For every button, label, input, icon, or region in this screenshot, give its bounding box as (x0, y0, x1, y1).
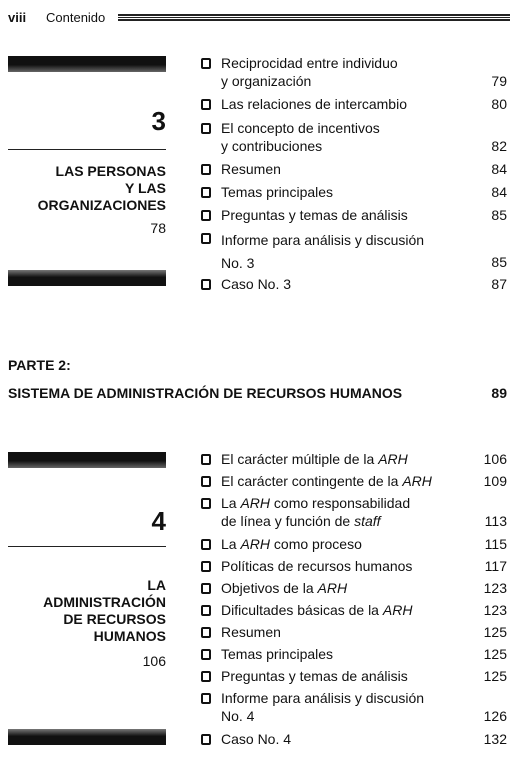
bullet-box-icon (201, 233, 211, 244)
bullet-box-icon (201, 583, 211, 594)
chapter4-top-bar (8, 452, 166, 468)
bullet-box-icon (201, 454, 211, 465)
entry-line: Las relaciones de intercambio (221, 96, 407, 112)
toc-entry[interactable] (201, 472, 507, 490)
toc-entry[interactable] (201, 275, 507, 293)
entry-page: 132 (483, 731, 507, 747)
entry-line: El carácter contingente de la ARH (221, 473, 432, 489)
entry-line: y organización (221, 73, 312, 89)
bullet-box-icon (201, 187, 211, 198)
toc-entry[interactable] (201, 450, 507, 468)
bullet-box-icon (201, 99, 211, 110)
entry-line: Temas principales (221, 184, 334, 200)
part-page: 89 (491, 385, 507, 401)
entry-line: Reciprocidad entre individuo (221, 55, 398, 71)
entry-page: 125 (483, 668, 507, 684)
entry-line: No. 4 (221, 708, 255, 724)
entry-page: 117 (484, 558, 507, 574)
chapter3-bottom-bar (8, 270, 166, 286)
chapter4-title-line: ADMINISTRACIÓN (43, 594, 166, 610)
toc-entry[interactable] (201, 601, 507, 619)
entry-line: Preguntas y temas de análisis (221, 207, 408, 223)
entry-page: 85 (491, 254, 507, 270)
running-title: Contenido (46, 10, 106, 25)
entry-line: Caso No. 4 (221, 731, 292, 747)
bullet-box-icon (201, 123, 211, 134)
chapter3-title-line: LAS PERSONAS (55, 163, 166, 179)
entry-page: 125 (483, 646, 507, 662)
entry-page: 126 (483, 708, 507, 724)
part-title[interactable]: SISTEMA DE ADMINISTRACIÓN DE RECURSOS HUMANOS (8, 385, 403, 401)
bullet-box-icon (201, 561, 211, 572)
bullet-box-icon (201, 649, 211, 660)
toc-entry[interactable] (201, 229, 507, 271)
bullet-box-icon (201, 734, 211, 745)
bullet-box-icon (201, 539, 211, 550)
bullet-box-icon (201, 476, 211, 487)
entry-line: Informe para análisis y discusión (221, 232, 425, 248)
page-number: viii (8, 10, 27, 25)
chapter4-rule (8, 546, 166, 547)
chapter3-title-line: Y LAS (125, 180, 166, 196)
entry-line: Objetivos de la ARH (221, 580, 348, 596)
bullet-box-icon (201, 498, 211, 509)
chapter3-number: 3 (151, 106, 166, 136)
entry-line: Resumen (221, 624, 281, 640)
entry-page: 123 (483, 602, 507, 618)
toc-entry[interactable] (201, 623, 507, 641)
entry-line: Caso No. 3 (221, 276, 292, 292)
entry-page: 84 (491, 184, 507, 200)
entry-line: Resumen (221, 161, 281, 177)
entry-page: 85 (491, 207, 507, 223)
entry-page: 84 (491, 161, 507, 177)
toc-entry[interactable] (201, 494, 507, 530)
entry-page: 80 (491, 96, 507, 112)
entry-line: y contribuciones (221, 138, 323, 154)
bullet-box-icon (201, 627, 211, 638)
bullet-box-icon (201, 605, 211, 616)
toc-entry[interactable] (201, 183, 507, 201)
toc-entry[interactable] (201, 689, 507, 725)
toc-entry[interactable] (201, 160, 507, 178)
toc-entry[interactable] (201, 557, 507, 575)
toc-entry[interactable] (201, 579, 507, 597)
chapter4-title-line: DE RECURSOS (63, 611, 166, 627)
bullet-box-icon (201, 210, 211, 221)
bullet-box-icon (201, 693, 211, 704)
chapter4-title (0, 577, 166, 645)
toc-entry[interactable] (201, 54, 507, 90)
entry-line: de línea y función de staff (221, 513, 381, 529)
entry-line: Informe para análisis y discusión (221, 690, 425, 706)
entry-page: 125 (483, 624, 507, 640)
toc-entry[interactable] (201, 645, 507, 663)
entry-line: Preguntas y temas de análisis (221, 668, 408, 684)
entry-line: Temas principales (221, 646, 334, 662)
chapter3-title-line: ORGANIZACIONES (37, 197, 166, 213)
entry-page: 106 (483, 451, 507, 467)
bullet-box-icon (201, 671, 211, 682)
entry-page: 109 (483, 473, 507, 489)
toc-entry[interactable] (201, 206, 507, 224)
entry-line: Dificultades básicas de la ARH (221, 602, 413, 618)
chapter4-title-line: LA (147, 577, 166, 593)
toc-entry[interactable] (201, 730, 507, 748)
toc-entry[interactable] (201, 667, 507, 685)
entry-line: No. 3 (221, 255, 255, 271)
entry-page: 123 (483, 580, 507, 596)
chapter4-number: 4 (151, 506, 166, 536)
entry-line: La ARH como responsabilidad (221, 495, 411, 511)
toc-entry[interactable] (201, 119, 507, 155)
entry-page: 115 (484, 536, 507, 552)
entry-line: El carácter múltiple de la ARH (221, 451, 408, 467)
entry-page: 113 (484, 513, 507, 529)
bullet-box-icon (201, 58, 211, 69)
header-rule (118, 14, 510, 21)
entry-page: 82 (491, 138, 507, 154)
toc-entry[interactable] (201, 535, 507, 553)
bullet-box-icon (201, 279, 211, 290)
chapter4-page: 106 (142, 653, 166, 669)
bullet-box-icon (201, 164, 211, 175)
entry-line: Políticas de recursos humanos (221, 558, 413, 574)
entry-line: El concepto de incentivos (221, 120, 380, 136)
chapter3-page: 78 (150, 220, 166, 236)
chapter3-title (0, 163, 166, 214)
chapter3-rule (8, 149, 166, 150)
chapter4-title-line: HUMANOS (93, 628, 166, 644)
entry-page: 87 (491, 276, 507, 292)
entry-page: 79 (491, 73, 507, 89)
entry-line: La ARH como proceso (221, 536, 362, 552)
toc-entry[interactable] (201, 95, 507, 113)
chapter3-top-bar (8, 56, 166, 72)
part-label: PARTE 2: (8, 357, 71, 373)
chapter4-bottom-bar (8, 729, 166, 745)
